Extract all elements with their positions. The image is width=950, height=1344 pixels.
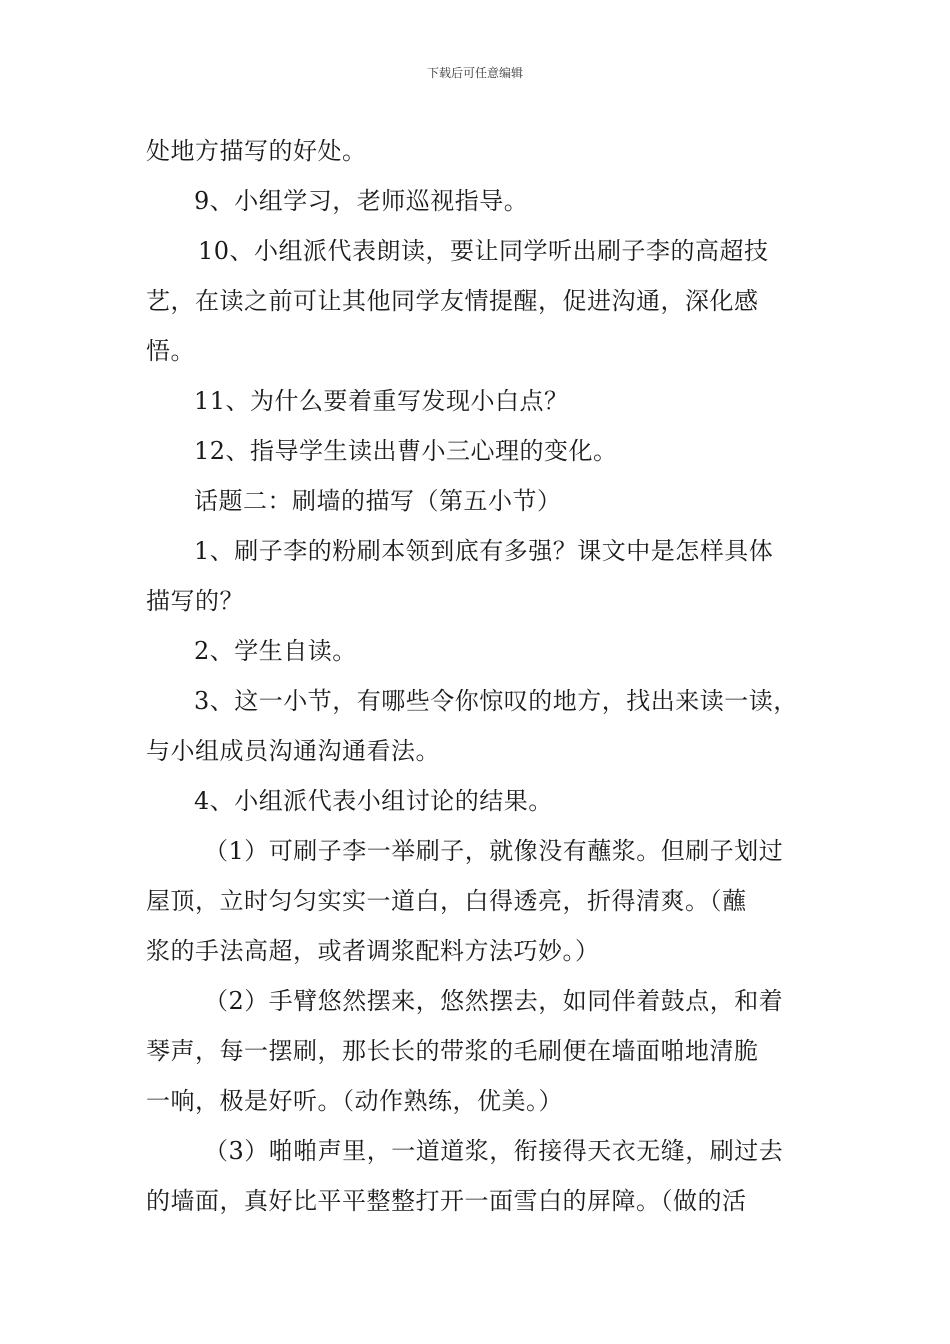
- text-line: 悟。: [146, 337, 195, 365]
- text-line: 9、小组学习，老师巡视指导。: [194, 187, 529, 215]
- text-line: 浆的手法高超，或者调浆配料方法巧妙。）: [146, 937, 600, 965]
- text-line: 与小组成员沟通沟通看法。: [146, 737, 440, 765]
- text-line: 屋顶，立时匀匀实实一道白，白得透亮，折得清爽。（蘸: [146, 887, 747, 915]
- page-header: 下载后可任意编辑: [426, 66, 523, 80]
- text-line: （3）啪啪声里，一道道浆，衔接得天衣无缝，刷过去: [204, 1137, 784, 1165]
- text-line: 的墙面，真好比平平整整打开一面雪白的屏障。（做的活: [146, 1187, 747, 1215]
- text-line: 1、刷子李的粉刷本领到底有多强？课文中是怎样具体: [194, 537, 774, 565]
- section-heading: 话题二：刷墙的描写（第五小节）: [194, 487, 562, 515]
- text-line: 处地方描写的好处。: [146, 137, 367, 165]
- text-line: 艺，在读之前可让其他同学友情提醒，促进沟通，深化感: [146, 287, 759, 315]
- text-line: （2）手臂悠然摆来，悠然摆去，如同伴着鼓点，和着: [204, 987, 784, 1015]
- text-line: 3、这一小节，有哪些令你惊叹的地方，找出来读一读，: [194, 687, 798, 715]
- document-body: [146, 126, 810, 1226]
- text-line: 4、小组派代表小组讨论的结果。: [194, 787, 553, 815]
- text-line: 琴声，每一摆刷，那长长的带浆的毛刷便在墙面啪地清脆: [146, 1037, 759, 1065]
- text-line: 描写的？: [146, 587, 244, 615]
- text-line: 11、为什么要着重写发现小白点？: [194, 387, 569, 415]
- text-line: （1）可刷子李一举刷子，就像没有蘸浆。但刷子划过: [204, 837, 784, 865]
- text-line: 12、指导学生读出曹小三心理的变化。: [194, 437, 618, 465]
- text-line: 一响，极是好听。（动作熟练，优美。）: [146, 1087, 563, 1115]
- text-line: 10、小组派代表朗读，要让同学听出刷子李的高超技: [198, 237, 769, 265]
- text-line: 2、学生自读。: [194, 637, 357, 665]
